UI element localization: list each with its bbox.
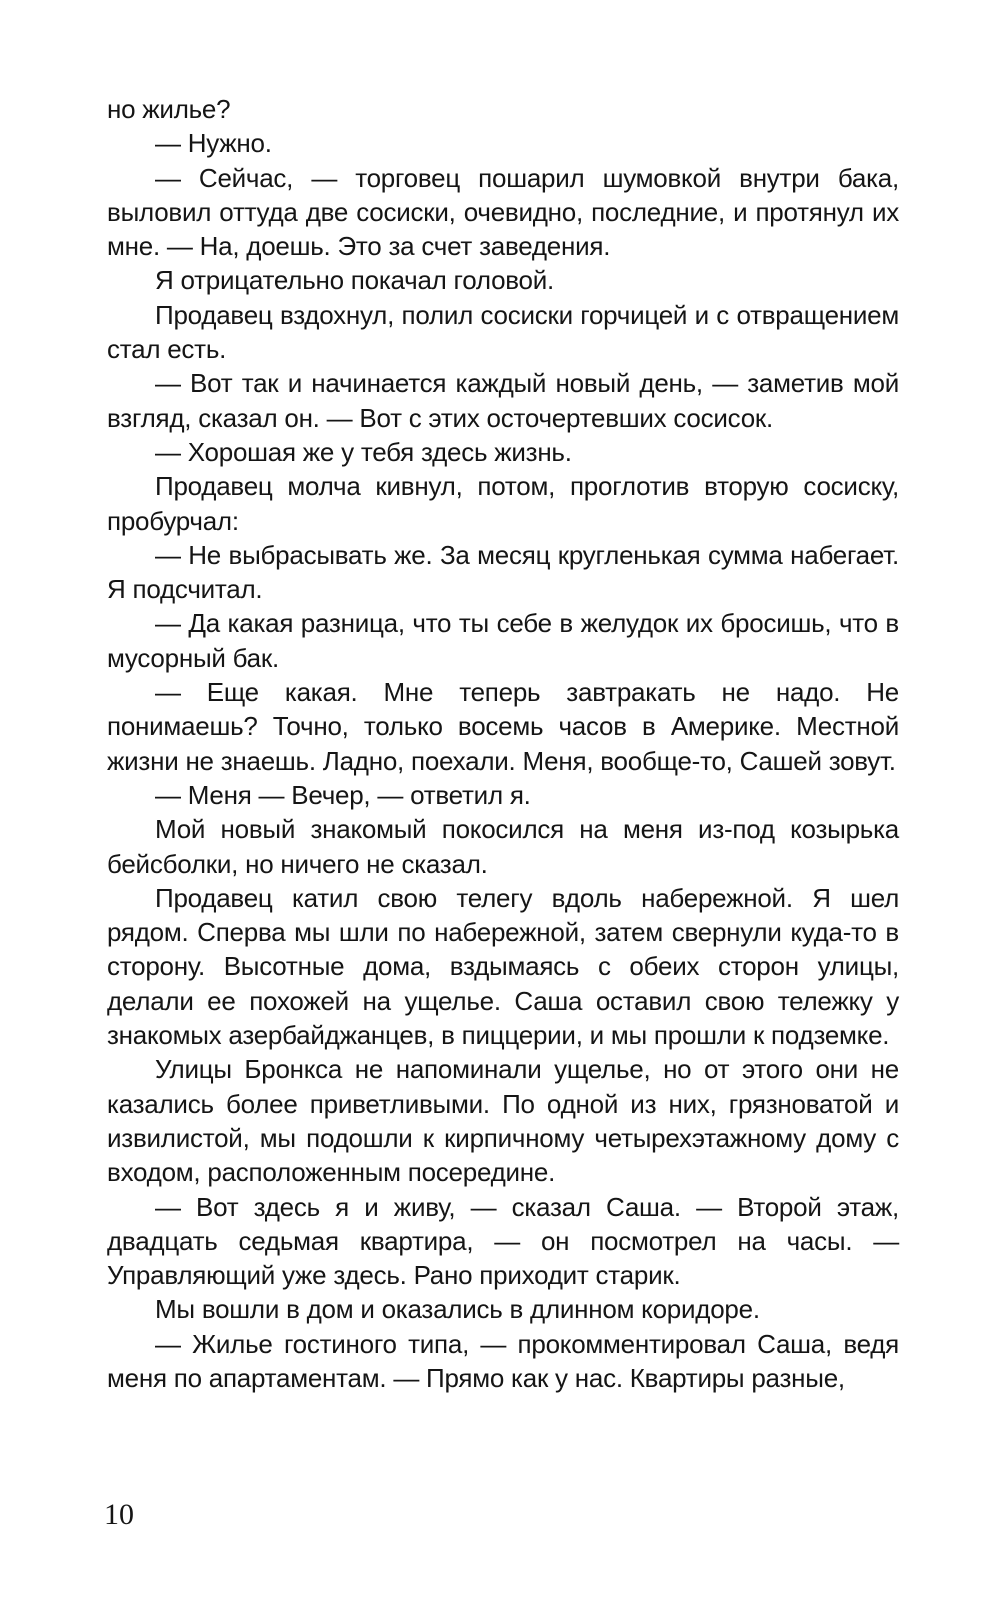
paragraph: Продавец катил свою телегу вдоль набережной. Я шел рядом. Сперва мы шли по набережной, затем свернули куда-то в сторону. Высотные дома, вздымаясь с обеих сторон улицы, делали ее похожей на ущелье. Саша оставил свою тележку у знакомых азербайджанцев, в пиццерии, и мы прошли к подземке. — [107, 882, 899, 1051]
paragraph: Продавец вздохнул, полил сосиски горчицей и с отвращением стал есть. — [107, 299, 899, 365]
paragraph: — Еще какая. Мне теперь завтракать не надо. Не понимаешь? Точно, только восемь часов в Америке. Местной жизни не знаешь. Ладно, поехали. Меня, вообще-то, Сашей зовут. — [107, 677, 899, 776]
paragraph: — Сейчас, — торговец пошарил шумовкой внутри бака, выловил оттуда две сосиски, очевидно, последние, и протянул их мне. — На, доешь. Это за счет заведения. — [107, 162, 899, 262]
paragraph: — Хорошая же у тебя здесь жизнь. — [155, 436, 572, 467]
paragraph: Мы вошли в дом и оказались в длинном коридоре. — [155, 1294, 760, 1325]
paragraph: — Да какая разница, что ты себе в желудок их бросишь, что в мусорный бак. — [107, 608, 899, 673]
page-number: 10 — [104, 1498, 134, 1531]
paragraph: Я отрицательно покачал головой. — [155, 265, 555, 296]
paragraph: — Вот здесь я и живу, — сказал Саша. — Второй этаж, двадцать седьмая квартира, — он посмотрел на часы. — Управляющий уже здесь. Рано приходит старик. — [107, 1191, 899, 1291]
paragraph: — Вот так и начинается каждый новый день, — заметив мой взгляд, сказал он. — Вот с этих осточертевших сосисок. — [107, 368, 899, 433]
paragraph: Улицы Бронкса не напоминали ущелье, но от этого они не казались более приветливыми. По одной из них, грязноватой и извилистой, мы подошли к кирпичному четырехэтажному дому с входом, расположенным посередине. — [107, 1054, 899, 1188]
paragraph: — Жилье гостиного типа, — прокомментировал Саша, ведя меня по апартаментам. — Прямо как у нас. Квартиры разные, — [107, 1328, 899, 1393]
body-text — [107, 92, 899, 1395]
paragraph: но жилье? — [107, 94, 231, 124]
paragraph: Продавец молча кивнул, потом, проглотив вторую сосиску, пробурчал: — [107, 471, 899, 536]
paragraph: — Нужно. — [155, 128, 272, 159]
paragraph: — Меня — Вечер, — ответил я. — [155, 779, 531, 810]
paragraph: — Не выбрасывать же. За месяц кругленькая сумма набегает. Я подсчитал. — [107, 539, 899, 605]
paragraph: Мой новый знакомый покосился на меня из-под козырька бейсболки, но ничего не сказал. — [107, 814, 899, 879]
